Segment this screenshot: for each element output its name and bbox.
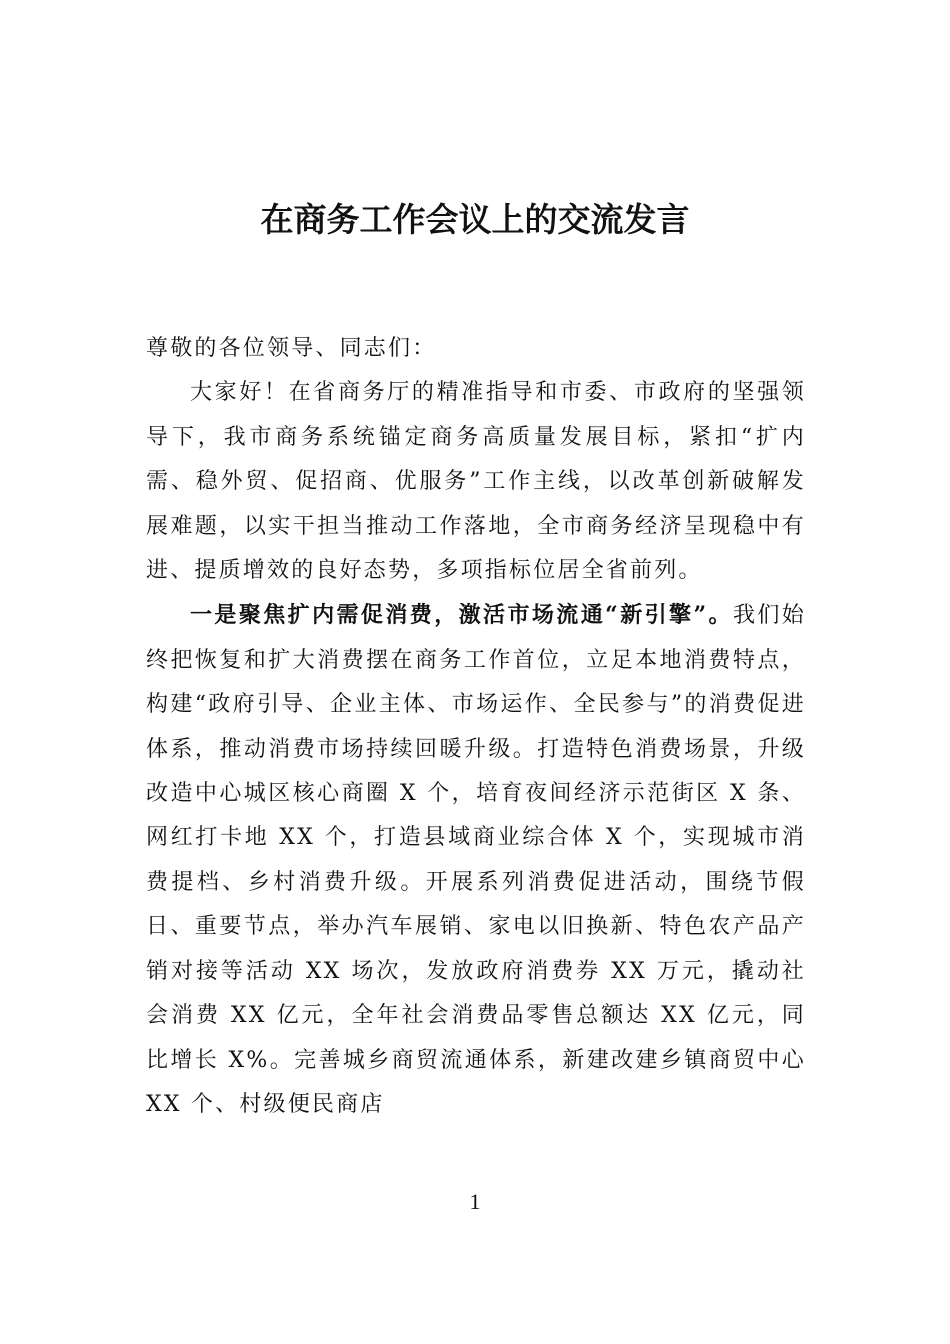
page-number: 1 [469, 1189, 481, 1214]
paragraph-section-1 [146, 593, 806, 1127]
page-title: 在商务工作会议上的交流发言 [260, 200, 690, 239]
section-1-body: 我们始终把恢复和扩大消费摆在商务工作首位，立足本地消费特点，构建“政府引导、企业主体、市场运作、全民参与”的消费促进体系，推动消费市场持续回暖升级。打造特色消费场景，升级改造中心城区核心商圈 X 个，培育夜间经济示范街区 X 条、网红打卡地 XX 个，打造县域商业综合体 X 个，实现城市消费提档、乡村消费升级。开展系列消费促进活动，围绕节假日、重要节点，举办汽车展销、家电以旧换新、特色农产品产销对接等活动 XX 场次，发放政府消费券 XX 万元，撬动社会消费 XX 亿元，全年社会消费品零售总额达 XX 亿元，同比增长 X%。完善城乡商贸流通体系，新建改建乡镇商贸中心 XX 个、村级便民商店 [146, 603, 806, 1117]
document-body [146, 327, 806, 1127]
section-1-heading: 一是聚焦扩内需促消费，激活市场流通“新引擎”。 [190, 602, 733, 629]
paragraph-intro: 大家好！在省商务厅的精准指导和市委、市政府的坚强领导下，我市商务系统锚定商务高质量发展目标，紧扣“扩内需、稳外贸、促招商、优服务”工作主线，以改革创新破解发展难题，以实干担当推动工作落地，全市商务经济呈现稳中有进、提质增效的良好态势，多项指标位居全省前列。 [146, 380, 806, 584]
salutation: 尊敬的各位领导、同志们： [146, 336, 437, 361]
